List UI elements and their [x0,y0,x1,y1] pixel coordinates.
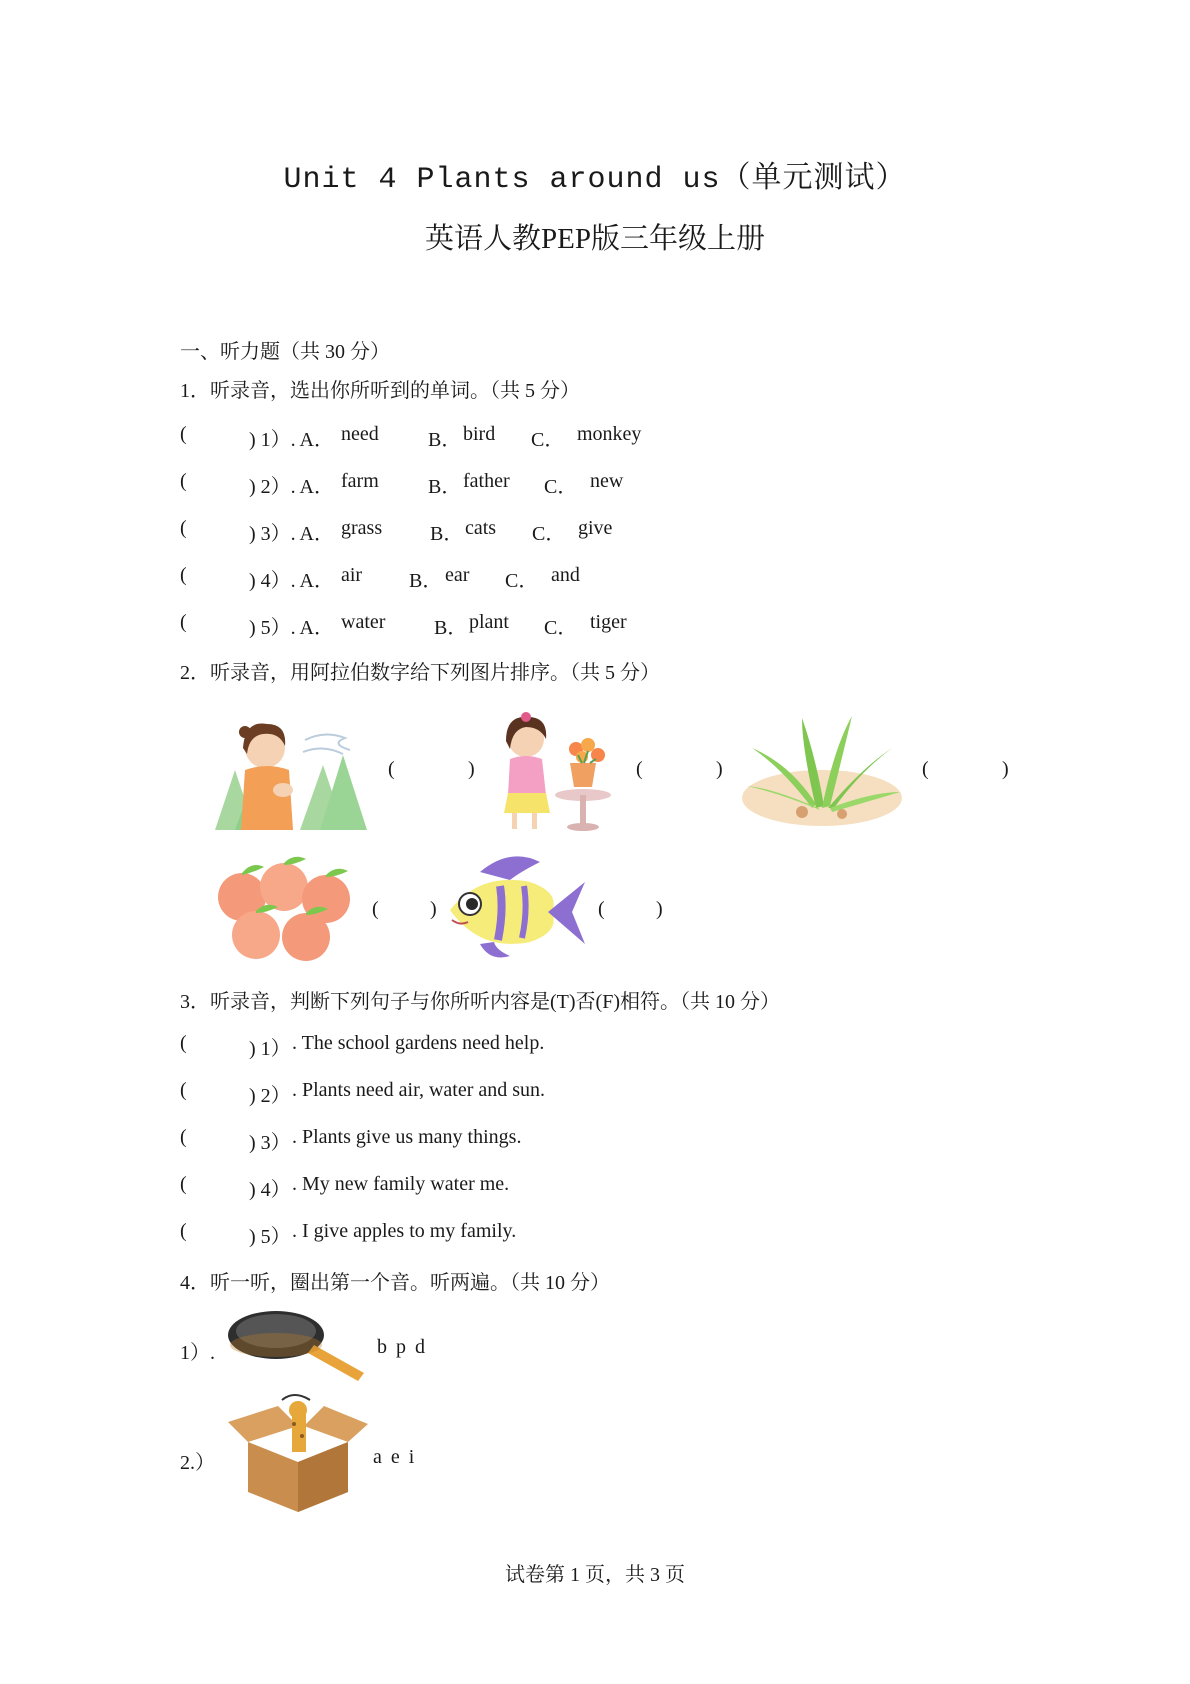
section-heading: 一、听力题（共 30 分） [180,341,390,363]
answer-paren-open[interactable]: ( [180,470,187,492]
option-b-label: B． [430,523,464,545]
option-a: water [341,611,386,633]
option-c-label: C． [544,617,578,639]
q4-label: 4．听一听，圈出第一个音。听两遍。（共 10 分） [180,1272,610,1294]
option-c: monkey [577,423,642,445]
option-b: plant [469,611,509,633]
q3-item-num: ) 3） [249,1132,291,1154]
option-c-label: C． [505,570,539,592]
q1-item-num: ) 3）. A． [249,523,334,545]
answer-paren-open[interactable]: ( [180,1032,187,1054]
option-b: cats [465,517,497,539]
page-subtitle: 英语人教PEP版三年级上册 [425,223,765,255]
q1-item-num: ) 1）. A． [249,429,334,451]
answer-paren-close: ) [1002,758,1009,780]
option-b-label: B． [409,570,443,592]
q3-item-text: . I give apples to my family. [292,1220,517,1242]
q3-item-num: ) 2） [249,1085,291,1107]
q1-item-num: ) 4）. A． [249,570,334,592]
sound-choices[interactable]: b p d [377,1336,427,1358]
sound-choices[interactable]: a e i [373,1446,417,1468]
option-b-label: B． [434,617,468,639]
option-a: need [341,423,379,445]
apples-picture [212,855,360,965]
q1-item-num: ) 5）. A． [249,617,334,639]
answer-paren-open[interactable]: ( [388,758,395,780]
page-title: Unit 4 Plants around us（单元测试） [283,163,907,197]
option-b: bird [463,423,496,445]
q1-item-num: ) 2）. A． [249,476,334,498]
option-c: and [551,564,580,586]
answer-paren-open[interactable]: ( [180,1126,187,1148]
girl-flower-picture [488,705,618,835]
option-b-label: B． [428,429,462,451]
answer-paren-open[interactable]: ( [180,423,187,445]
q3-item-text: . Plants need air, water and sun. [292,1079,546,1101]
option-a: air [341,564,363,586]
answer-paren-open[interactable]: ( [180,564,187,586]
option-c-label: C． [531,429,565,451]
answer-paren-open[interactable]: ( [372,898,379,920]
option-a: farm [341,470,379,492]
answer-paren-open[interactable]: ( [636,758,643,780]
answer-paren-open[interactable]: ( [180,611,187,633]
q3-item-text: . The school gardens need help. [292,1032,545,1054]
option-b: ear [445,564,470,586]
q2-label: 2．听录音，用阿拉伯数字给下列图片排序。（共 5 分） [180,662,660,684]
q3-label: 3．听录音，判断下列句子与你所听内容是(T)否(F)相符。（共 10 分） [180,991,780,1013]
q3-item-num: ) 5） [249,1226,291,1248]
q3-item-num: ) 1） [249,1038,291,1060]
answer-paren-close: ) [430,898,437,920]
answer-paren-close: ) [468,758,475,780]
answer-paren-close: ) [716,758,723,780]
q3-item-text: . Plants give us many things. [292,1126,522,1148]
q1-label: 1．听录音，选出你所听到的单词。（共 5 分） [180,380,580,402]
grass-picture [742,708,902,828]
girl-air-picture [205,710,370,835]
fish-picture [440,852,585,967]
option-c: give [578,517,613,539]
box-giraffe-picture [228,1392,368,1514]
answer-paren-open[interactable]: ( [922,758,929,780]
page-number: 试卷第 1 页，共 3 页 [505,1564,685,1586]
answer-paren-open[interactable]: ( [598,898,605,920]
option-c: new [590,470,624,492]
option-c-label: C． [532,523,566,545]
option-a: grass [341,517,383,539]
option-b: father [463,470,510,492]
answer-paren-open[interactable]: ( [180,517,187,539]
pan-picture [228,1305,368,1383]
answer-paren-close: ) [656,898,663,920]
q4-item-num: 2.） [180,1452,215,1474]
option-b-label: B． [428,476,462,498]
answer-paren-open[interactable]: ( [180,1173,187,1195]
q4-item-num: 1）. [180,1342,215,1364]
q3-item-num: ) 4） [249,1179,291,1201]
option-c: tiger [590,611,627,633]
answer-paren-open[interactable]: ( [180,1220,187,1242]
q3-item-text: . My new family water me. [292,1173,510,1195]
answer-paren-open[interactable]: ( [180,1079,187,1101]
option-c-label: C． [544,476,578,498]
